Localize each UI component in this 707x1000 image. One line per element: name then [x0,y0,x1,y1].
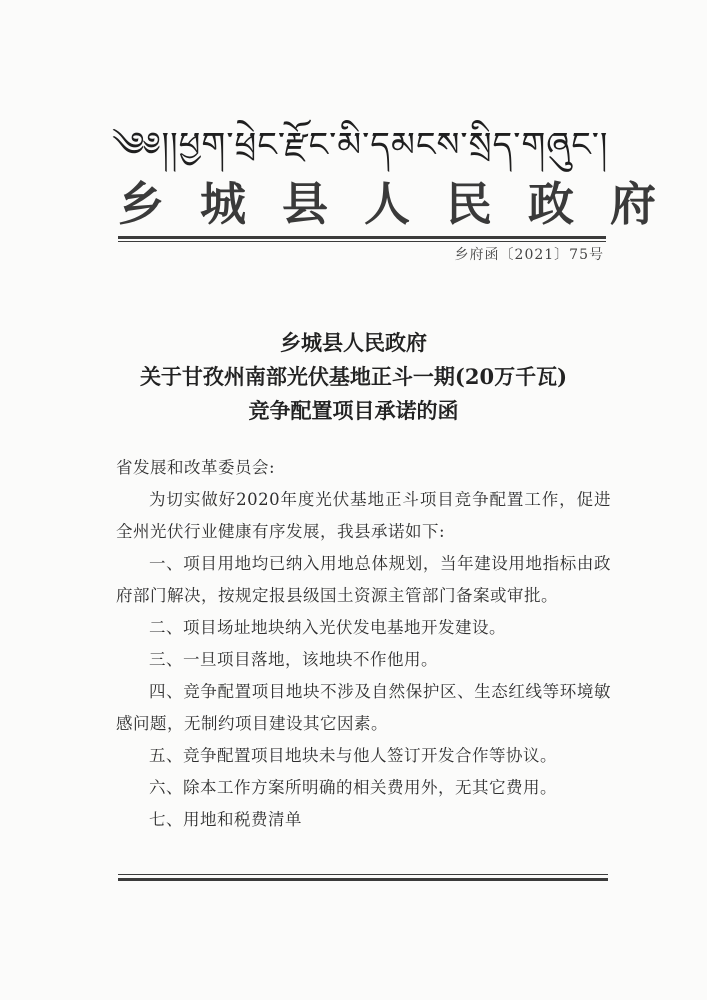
paragraph-item-7: 七、用地和税费清单 [149,810,302,829]
title-line-2: 关于甘孜州南部光伏基地正斗一期(20万千瓦) [139,364,568,389]
salutation: 省发展和改革委员会: [116,458,276,477]
paragraph-intro: 为切实做好2020年度光伏基地正斗项目竞争配置工作，促进全州光伏行业健康有序发展，我县承诺如下: [116,490,611,541]
issuing-authority-name: 乡城县人民政府 [118,177,692,231]
title-line-1: 乡城县人民政府 [280,330,427,355]
paragraph-item-3: 三、一旦项目落地，该地块不作他用。 [149,650,438,669]
letter-body [116,452,611,836]
header-rule-thick [118,236,606,239]
document-number: 乡府函〔2021〕75号 [454,247,604,263]
header-rule-thin [118,241,606,242]
paragraph-item-2: 二、项目场址地块纳入光伏发电基地开发建设。 [149,618,506,637]
document-title [100,326,607,428]
footer-rule-thin [118,874,608,875]
title-line-3: 竞争配置项目承诺的函 [248,398,459,423]
paragraph-item-4: 四、竞争配置项目地块不涉及自然保护区、生态红线等环境敏感问题，无制约项目建设其它因素。 [116,682,611,733]
footer-rule-thick [118,878,608,881]
paragraph-item-5: 五、竞争配置项目地块未与他人签订开发合作等协议。 [149,746,557,765]
paragraph-item-6: 六、除本工作方案所明确的相关费用外，无其它费用。 [149,778,557,797]
paragraph-item-1: 一、项目用地均已纳入用地总体规划，当年建设用地指标由政府部门解决，按规定报县级国土资源主管部门备案或审批。 [116,554,611,605]
tibetan-header-title: ༄༅།།ཕྱག་ཕྲེང་རྫོང་མི་དམངས་སྲིད་གཞུང་། [112,125,609,165]
